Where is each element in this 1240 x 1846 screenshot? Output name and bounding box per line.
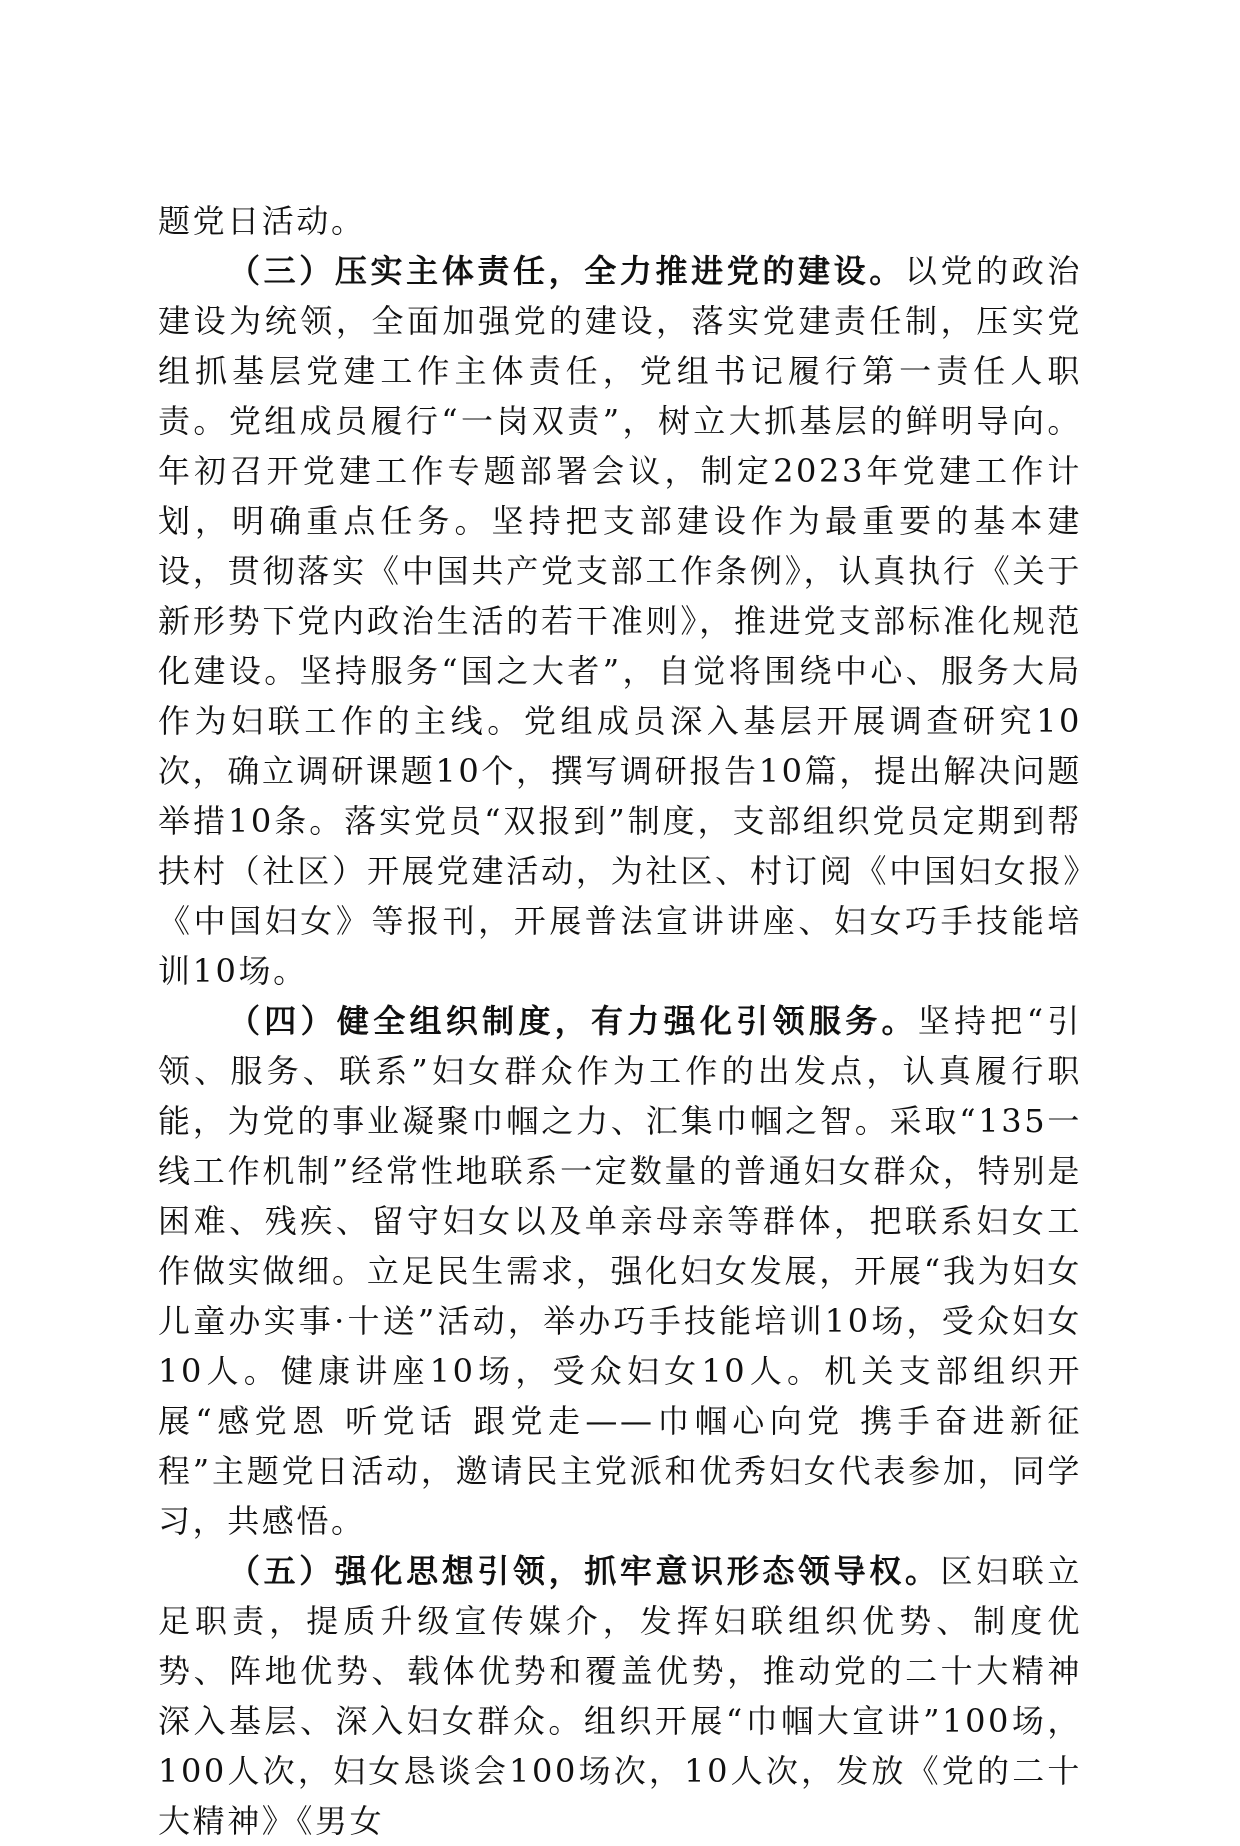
paragraph-text: 区妇联立足职责，提质升级宣传媒介，发挥妇联组织优势、制度优势、阵地优势、载体优势和覆盖优势，推动党的二十大精神深入基层、深入妇女群众。组织开展“巾帼大宣讲”100场，100人次，妇女恳谈会100场次，10人次，发放《党的二十大精神》《男女	[158, 1552, 1082, 1840]
document-page	[158, 196, 1082, 1846]
paragraph-section-3	[158, 246, 1082, 996]
paragraph-text: 题党日活动。	[158, 202, 366, 240]
paragraph-section-4	[158, 996, 1082, 1546]
paragraph-text: 以党的政治建设为统领，全面加强党的建设，落实党建责任制，压实党组抓基层党建工作主体责任，党组书记履行第一责任人职责。党组成员履行“一岗双责”，树立大抓基层的鲜明导向。年初召开党建工作专题部署会议，制定2023年党建工作计划，明确重点任务。坚持把支部建设作为最重要的基本建设，贯彻落实《中国共产党支部工作条例》，认真执行《关于新形势下党内政治生活的若干准则》，推进党支部标准化规范化建设。坚持服务“国之大者”，自觉将围绕中心、服务大局作为妇联工作的主线。党组成员深入基层开展调查研究10次，确立调研课题10个，撰写调研报告10篇，提出解决问题举措10条。落实党员“双报到”制度，支部组织党员定期到帮扶村（社区）开展党建活动，为社区、村订阅《中国妇女报》《中国妇女》等报刊，开展普法宣讲讲座、妇女巧手技能培训10场。	[158, 252, 1082, 990]
section-heading: （五）强化思想引领，抓牢意识形态领导权。	[228, 1552, 941, 1590]
section-heading: （四）健全组织制度，有力强化引领服务。	[228, 1002, 918, 1040]
paragraph-section-5	[158, 1546, 1082, 1846]
paragraph-continuation	[158, 196, 1082, 246]
paragraph-text: 坚持把“引领、服务、联系”妇女群众作为工作的出发点，认真履行职能，为党的事业凝聚巾帼之力、汇集巾帼之智。采取“135一线工作机制”经常性地联系一定数量的普通妇女群众，特别是困难、残疾、留守妇女以及单亲母亲等群体，把联系妇女工作做实做细。立足民生需求，强化妇女发展，开展“我为妇女儿童办实事·十送”活动，举办巧手技能培训10场，受众妇女10人。健康讲座10场，受众妇女10人。机关支部组织开展“感党恩 听党话 跟党走——巾帼心向党 携手奋进新征程”主题党日活动，邀请民主党派和优秀妇女代表参加，同学习，共感悟。	[158, 1002, 1082, 1540]
section-heading: （三）压实主体责任，全力推进党的建设。	[228, 252, 905, 290]
